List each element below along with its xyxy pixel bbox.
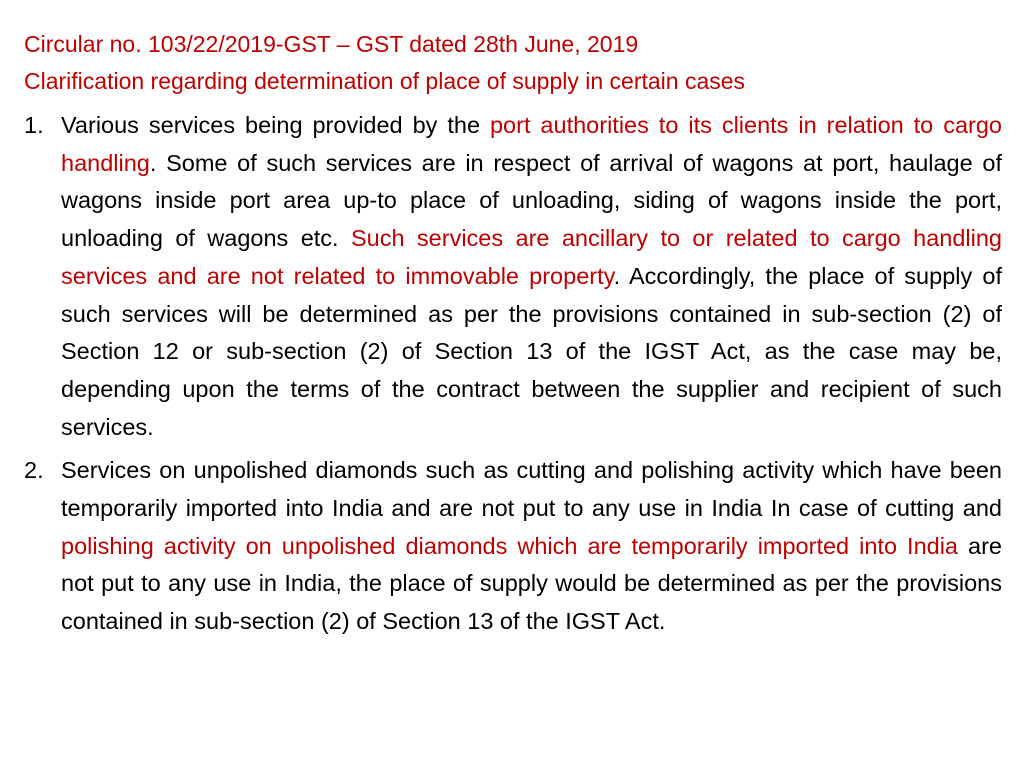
paragraph-text: . Accordingly, the place of supply of such services will be determined as per the provisions contained in sub-section (2) of Section 12 or sub-section (2) of Section 13 of the IGST Act, as the case may be, depending upon the terms of the contract between the supplier and recipient of such services.	[61, 262, 1002, 440]
slide-content	[24, 26, 1002, 641]
paragraph-text: . Some of such services are in respect of arrival of wagons at port, haulage of wagons inside port area up-to place of unloading, siding of wagons inside the port, unloading of wagons etc.	[61, 149, 1002, 252]
paragraph-text: Services on unpolished diamonds such as cutting and polishing activity which have been temporarily imported into India and are not put to any use in India In case of cutting and	[61, 457, 1002, 522]
list-item-2	[24, 452, 1002, 641]
list-item-number: 2.	[24, 457, 44, 484]
paragraph-text: are not put to any use in India, the place of supply would be determined as per the provisions contained in sub-section (2) of Section 13 of the IGST Act.	[61, 532, 1002, 635]
paragraph-text: Various services being provided by the	[61, 112, 490, 138]
highlighted-text: port authorities to its clients in relation to cargo handling	[61, 112, 1002, 176]
list-item-paragraph	[61, 452, 1002, 641]
list-item-number: 1.	[24, 112, 44, 138]
list-item-paragraph	[61, 107, 1002, 446]
circular-subject: Clarification regarding determination of place of supply in certain cases	[24, 68, 746, 94]
circular-title: Circular no. 103/22/2019-GST – GST dated 28th June, 2019	[24, 31, 639, 57]
highlighted-text: polishing activity on unpolished diamonds which are temporarily imported into India	[61, 532, 959, 559]
highlighted-text: Such services are ancillary to or related to cargo handling services and are not related to immovable property	[61, 225, 1002, 289]
list-item-1	[24, 107, 1002, 446]
